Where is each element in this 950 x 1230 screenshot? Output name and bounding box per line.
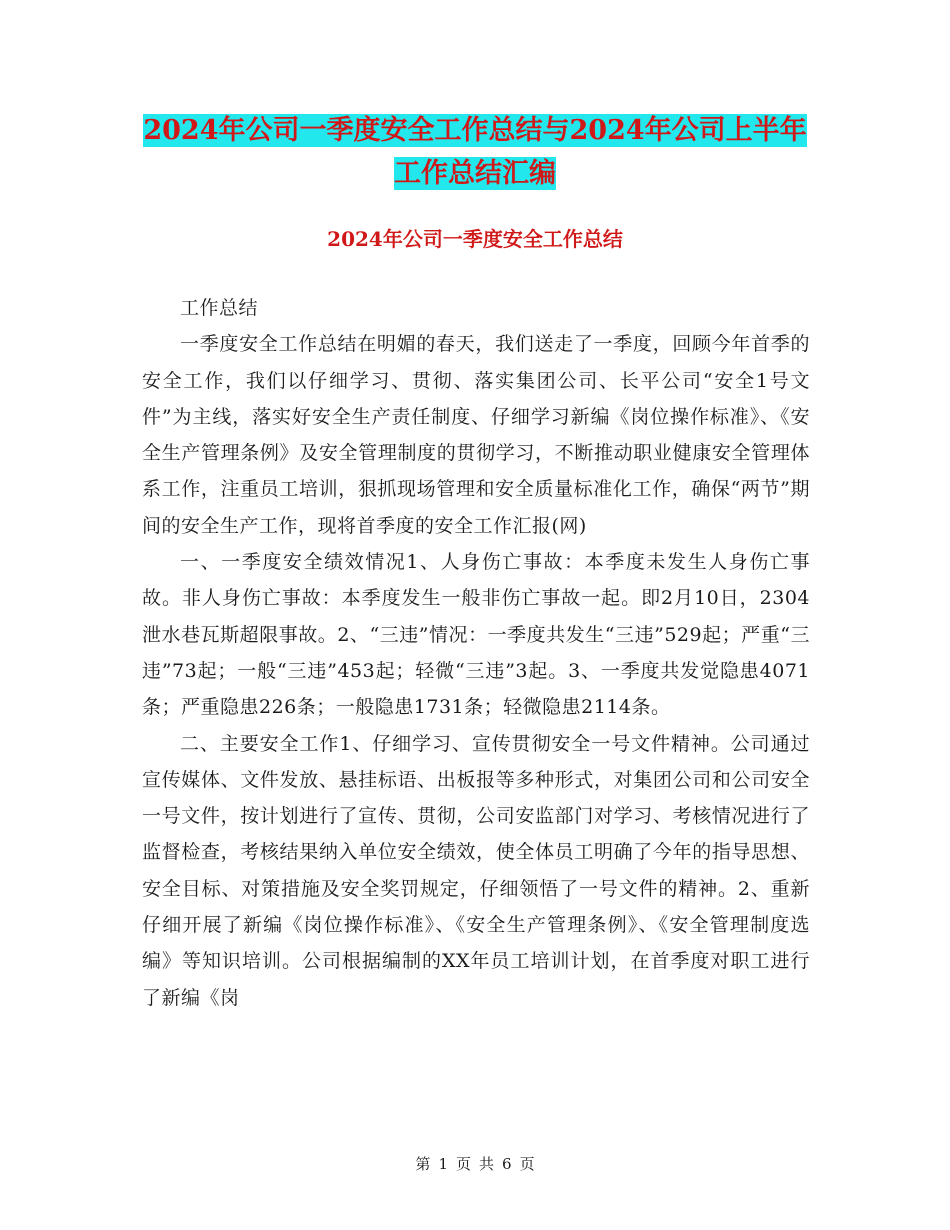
paragraph-main-work: 二、主要安全工作1、仔细学习、宣传贯彻安全一号文件精神。公司通过宣传媒体、文件发放、悬挂标语、出板报等多种形式，对集团公司和公司安全一号文件，按计划进行了宣传、贯彻，公司安监部门对学习、考核情况进行了监督检查，考核结果纳入单位安全绩效，使全体员工明确了今年的指导思想、安全目标、对策措施及安全奖罚规定，仔细领悟了一号文件的精神。2、重新仔细开展了新编《岗位操作标准》、《安全生产管理条例》、《安全管理制度选编》等知识培训。公司根据编制的XX年员工培训计划，在首季度对职工进行了新编《岗 — [142, 732, 810, 1009]
paragraph-heading: 工作总结 — [180, 297, 259, 319]
paragraph-performance: 一、一季度安全绩效情况1、人身伤亡事故：本季度未发生人身伤亡事故。非人身伤亡事故：本季度发生一般非伤亡事故一起。即2月10日，2304泄水巷瓦斯超限事故。2、“三违”情况：一季度共发生“三违”529起；严重“三违”73起；一般“三违”453起；轻微“三违”3起。3、一季度共发觉隐患4071条；严重隐患226条；一般隐患1731条；轻微隐患2114条。 — [142, 551, 810, 719]
footer-page-number: 1 — [438, 1155, 448, 1173]
document-body — [142, 290, 810, 1016]
document-title-line-1 — [0, 111, 950, 151]
footer-page-prefix: 第 — [415, 1155, 431, 1173]
footer-total-pages: 6 — [502, 1155, 512, 1173]
paragraph-intro: 一季度安全工作总结在明媚的春天，我们送走了一季度，回顾今年首季的安全工作，我们以仔细学习、贯彻、落实集团公司、长平公司“安全1号文件”为主线，落实好安全生产责任制度、仔细学习新编《岗位操作标准》、《安全生产管理条例》及安全管理制度的贯彻学习，不断推动职业健康安全管理体系工作，注重员工培训，狠抓现场管理和安全质量标准化工作，确保“两节”期间的安全生产工作，现将首季度的安全工作汇报(网) — [142, 333, 810, 537]
footer-total-suffix: 页 — [519, 1155, 535, 1173]
document-title-line-2 — [0, 154, 950, 194]
document-title-text-2: 工作总结汇编 — [394, 158, 556, 189]
section-title: 2024年公司一季度安全工作总结 — [327, 227, 623, 251]
page-footer — [0, 1153, 950, 1175]
document-title-text-1: 2024年公司一季度安全工作总结与2024年公司上半年 — [143, 115, 807, 146]
footer-page-mid: 页 — [455, 1155, 471, 1173]
footer-total-prefix: 共 — [479, 1155, 495, 1173]
